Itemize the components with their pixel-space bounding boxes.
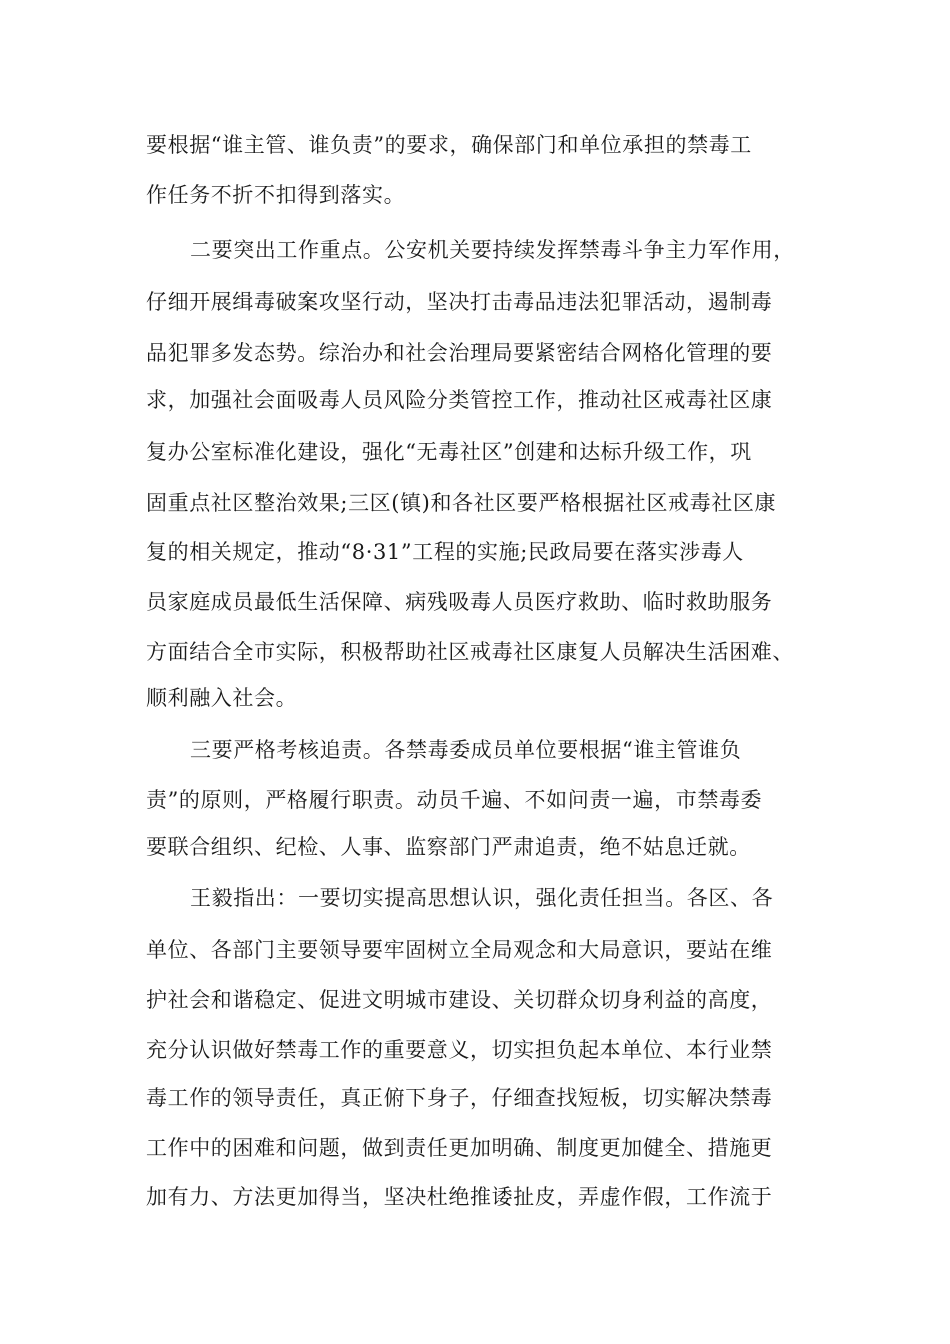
text-line: 工作中的困难和问题，做到责任更加明确、制度更加健全、措施更 [146,1136,773,1160]
text-line: 顺利融入社会。 [146,686,298,710]
text-line: 方面结合全市实际，积极帮助社区戒毒社区康复人员解决生活困难、 [146,640,794,664]
text-line: 复办公室标准化建设，强化“无毒社区”创建和达标升级工作，巩 [146,440,752,464]
text-line: 单位、各部门主要领导要牢固树立全局观念和大局意识，要站在维 [146,938,773,962]
text-line: 要联合组织、纪检、人事、监察部门严肃追责，绝不姑息迁就。 [146,835,751,859]
text-line: 要根据“谁主管、谁负责”的要求，确保部门和单位承担的禁毒工 [146,133,752,157]
text-line: 护社会和谐稳定、促进文明城市建设、关切群众切身利益的高度， [146,988,773,1012]
paragraph-start-line: 二要突出工作重点。公安机关要持续发挥禁毒斗争主力军作用， [190,238,795,262]
text-line: 仔细开展缉毒破案攻坚行动，坚决打击毒品违法犯罪活动，遏制毒 [146,290,773,314]
text-line: 作任务不折不扣得到落实。 [146,183,406,207]
paragraph-start-line: 王毅指出：一要切实提高思想认识，强化责任担当。各区、各 [190,886,774,910]
text-line: 员家庭成员最低生活保障、病残吸毒人员医疗救助、临时救助服务 [146,590,773,614]
text-line: 充分认识做好禁毒工作的重要意义，切实担负起本单位、本行业禁 [146,1038,773,1062]
text-line: 责”的原则，严格履行职责。动员千遍、不如问责一遍，市禁毒委 [146,788,763,812]
text-line: 品犯罪多发态势。综治办和社会治理局要紧密结合网格化管理的要 [146,341,773,365]
text-line: 加有力、方法更加得当，坚决杜绝推诿扯皮，弄虚作假，工作流于 [146,1185,773,1209]
text-line: 求，加强社会面吸毒人员风险分类管控工作，推动社区戒毒社区康 [146,388,773,412]
text-line: 固重点社区整治效果;三区(镇)和各社区要严格根据社区戒毒社区康 [146,491,777,515]
paragraph-start-line: 三要严格考核追责。各禁毒委成员单位要根据“谁主管谁负 [190,738,742,762]
text-line: 毒工作的领导责任，真正俯下身子，仔细查找短板，切实解决禁毒 [146,1086,773,1110]
text-line: 复的相关规定，推动“8·31”工程的实施;民政局要在落实涉毒人 [146,540,744,564]
